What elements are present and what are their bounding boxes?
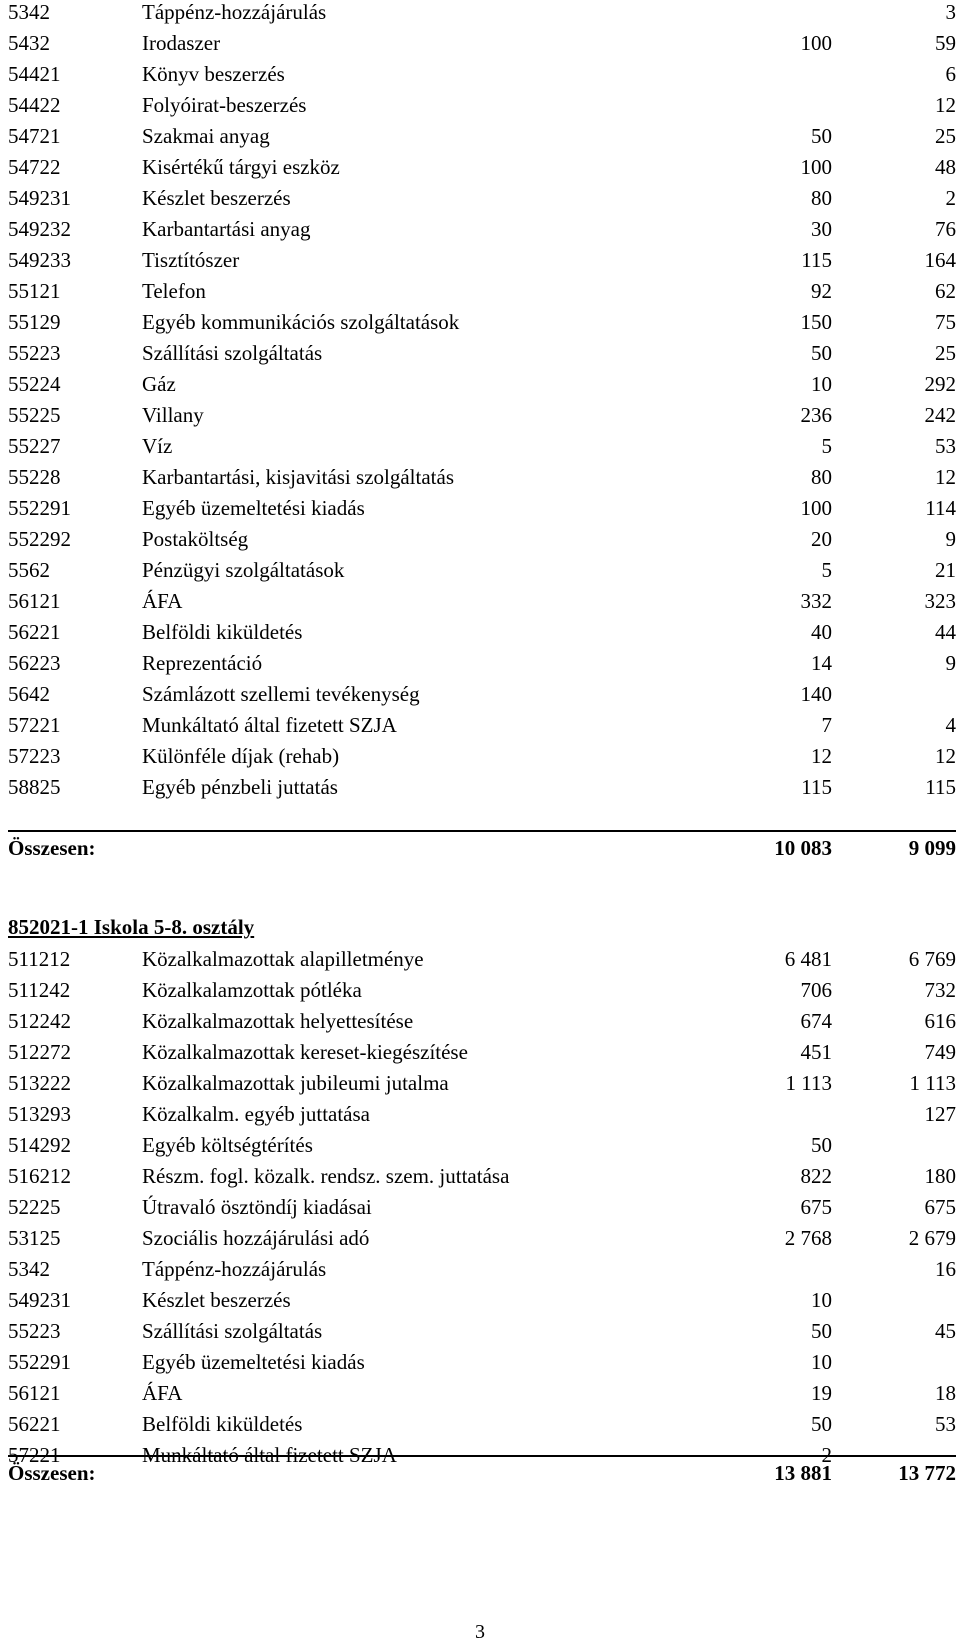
account-name: Táppénz-hozzájárulás xyxy=(142,1257,327,1281)
table-row xyxy=(8,1129,956,1161)
value-col-1: 30 xyxy=(811,217,832,241)
account-name: Egyéb üzemeltetési kiadás xyxy=(142,496,365,520)
account-code: 55227 xyxy=(8,434,61,458)
value-col-1: 5 xyxy=(821,558,832,582)
table-row xyxy=(8,244,956,276)
value-col-2: 323 xyxy=(924,589,956,613)
table-row xyxy=(8,399,956,431)
value-col-1: 50 xyxy=(811,341,832,365)
value-col-2: 1 113 xyxy=(909,1071,956,1095)
account-name: Útravaló ösztöndíj kiadásai xyxy=(142,1195,372,1219)
account-code: 513222 xyxy=(8,1071,71,1095)
value-col-1: 50 xyxy=(811,1412,832,1436)
account-name: Közalkalmazottak jubileumi jutalma xyxy=(142,1071,449,1095)
table-row xyxy=(8,1408,956,1440)
account-name: Irodaszer xyxy=(142,31,221,55)
account-code: 5342 xyxy=(8,0,50,24)
table-row xyxy=(8,740,956,772)
account-code: 5342 xyxy=(8,1257,50,1281)
account-code: 54422 xyxy=(8,93,61,117)
value-col-1: 236 xyxy=(800,403,832,427)
value-col-2: 4 xyxy=(945,713,956,737)
account-code: 552291 xyxy=(8,496,71,520)
value-col-1: 675 xyxy=(800,1195,832,1219)
value-col-1: 12 xyxy=(811,744,832,768)
account-name: Szociális hozzájárulási adó xyxy=(142,1226,370,1250)
table-row xyxy=(8,430,956,462)
value-col-1: 7 xyxy=(821,713,832,737)
table-row xyxy=(8,306,956,338)
account-code: 5432 xyxy=(8,31,50,55)
value-col-2: 25 xyxy=(935,341,956,365)
account-code: 549233 xyxy=(8,248,71,272)
account-code: 58825 xyxy=(8,775,61,799)
account-name: ÁFA xyxy=(142,1381,183,1405)
table-row xyxy=(8,554,956,586)
table-row xyxy=(8,58,956,90)
value-col-1: 92 xyxy=(811,279,832,303)
account-name: Szakmai anyag xyxy=(142,124,270,148)
account-code: 54722 xyxy=(8,155,61,179)
account-name: Közalkalmazottak kereset-kiegészítése xyxy=(142,1040,468,1064)
value-col-1: 706 xyxy=(800,978,832,1002)
total-row-2 xyxy=(8,1457,956,1489)
value-col-2: 127 xyxy=(924,1102,956,1126)
value-col-2: 62 xyxy=(935,279,956,303)
table-row xyxy=(8,709,956,741)
account-code: 57223 xyxy=(8,744,61,768)
account-name: Folyóirat-beszerzés xyxy=(142,93,307,117)
account-name: Belföldi kiküldetés xyxy=(142,1412,303,1436)
table-row xyxy=(8,492,956,524)
table-row xyxy=(8,1098,956,1130)
value-col-2: 114 xyxy=(925,496,956,520)
value-col-2: 45 xyxy=(935,1319,956,1343)
account-name: Közalkalamzottak pótléka xyxy=(142,978,362,1002)
account-code: 56223 xyxy=(8,651,61,675)
value-col-2: 53 xyxy=(935,434,956,458)
account-code: 549232 xyxy=(8,217,71,241)
table-row xyxy=(8,523,956,555)
value-col-2: 9 xyxy=(945,527,956,551)
account-name: Szállítási szolgáltatás xyxy=(142,1319,323,1343)
account-name: Közalkalm. egyéb juttatása xyxy=(142,1102,370,1126)
value-col-2: 6 769 xyxy=(908,947,956,971)
account-name: Készlet beszerzés xyxy=(142,1288,291,1312)
table-row xyxy=(8,1284,956,1316)
account-name: Munkáltató által fizetett SZJA xyxy=(142,1443,397,1467)
value-col-1: 2 768 xyxy=(784,1226,832,1250)
account-code: 56221 xyxy=(8,1412,61,1436)
table-row xyxy=(8,182,956,214)
account-code: 54721 xyxy=(8,124,61,148)
account-code: 513293 xyxy=(8,1102,71,1126)
value-col-2: 732 xyxy=(924,978,956,1002)
account-name: Kisértékű tárgyi eszköz xyxy=(142,155,340,179)
account-code: 552291 xyxy=(8,1350,71,1374)
value-col-2: 6 xyxy=(945,62,956,86)
account-name: Postaköltség xyxy=(142,527,249,551)
account-code: 53125 xyxy=(8,1226,61,1250)
total-value-2: 13 772 xyxy=(898,1461,956,1485)
account-code: 56121 xyxy=(8,1381,61,1405)
value-col-1: 6 481 xyxy=(784,947,832,971)
table-row xyxy=(8,943,956,975)
table-row xyxy=(8,1253,956,1285)
account-name: Egyéb üzemeltetési kiadás xyxy=(142,1350,365,1374)
table-row xyxy=(8,27,956,59)
account-name: Munkáltató által fizetett SZJA xyxy=(142,713,397,737)
value-col-1: 80 xyxy=(811,186,832,210)
value-col-2: 75 xyxy=(935,310,956,334)
table-row xyxy=(8,616,956,648)
table-row xyxy=(8,337,956,369)
account-code: 511212 xyxy=(8,947,71,971)
account-code: 56121 xyxy=(8,589,61,613)
value-col-2: 675 xyxy=(924,1195,956,1219)
value-col-1: 100 xyxy=(800,155,832,179)
account-name: Karbantartási, kisjavitási szolgáltatás xyxy=(142,465,454,489)
account-name: Könyv beszerzés xyxy=(142,62,285,86)
value-col-1: 100 xyxy=(800,496,832,520)
total-value-2: 9 099 xyxy=(908,836,956,860)
value-col-2: 59 xyxy=(935,31,956,55)
value-col-2: 16 xyxy=(935,1257,956,1281)
table-row xyxy=(8,89,956,121)
table-row xyxy=(8,1222,956,1254)
value-col-2: 48 xyxy=(935,155,956,179)
value-col-2: 180 xyxy=(924,1164,956,1188)
account-code: 57221 xyxy=(8,713,61,737)
table-row xyxy=(8,678,956,710)
account-name: Telefon xyxy=(142,279,206,303)
account-code: 55223 xyxy=(8,341,61,365)
account-code: 55228 xyxy=(8,465,61,489)
table-row xyxy=(8,1377,956,1409)
total-label: Összesen: xyxy=(8,836,96,860)
account-code: 552292 xyxy=(8,527,71,551)
value-col-1: 20 xyxy=(811,527,832,551)
value-col-2: 3 xyxy=(945,0,956,24)
account-name: Táppénz-hozzájárulás xyxy=(142,0,327,24)
account-code: 52225 xyxy=(8,1195,61,1219)
value-col-1: 2 xyxy=(821,1443,832,1467)
table-row xyxy=(8,120,956,152)
value-col-2: 12 xyxy=(935,465,956,489)
value-col-1: 140 xyxy=(800,682,832,706)
account-code: 57221 xyxy=(8,1443,61,1467)
table-row xyxy=(8,1315,956,1347)
value-col-2: 44 xyxy=(935,620,956,644)
account-name: Egyéb pénzbeli juttatás xyxy=(142,775,338,799)
value-col-2: 12 xyxy=(935,744,956,768)
account-name: Készlet beszerzés xyxy=(142,186,291,210)
table-row xyxy=(8,647,956,679)
value-col-1: 10 xyxy=(811,372,832,396)
value-col-1: 80 xyxy=(811,465,832,489)
account-name: Tisztítószer xyxy=(142,248,240,272)
value-col-2: 164 xyxy=(924,248,956,272)
value-col-1: 150 xyxy=(800,310,832,334)
value-col-2: 292 xyxy=(924,372,956,396)
table-row xyxy=(8,1191,956,1223)
value-col-2: 9 xyxy=(945,651,956,675)
value-col-2: 12 xyxy=(935,93,956,117)
account-name: Víz xyxy=(142,434,173,458)
table-row xyxy=(8,974,956,1006)
account-code: 55129 xyxy=(8,310,61,334)
value-col-2: 76 xyxy=(935,217,956,241)
value-col-2: 2 xyxy=(945,186,956,210)
account-code: 516212 xyxy=(8,1164,71,1188)
account-code: 512272 xyxy=(8,1040,71,1064)
account-code: 55225 xyxy=(8,403,61,427)
account-code: 514292 xyxy=(8,1133,71,1157)
value-col-2: 2 679 xyxy=(908,1226,956,1250)
account-code: 55223 xyxy=(8,1319,61,1343)
account-name: Egyéb kommunikációs szolgáltatások xyxy=(142,310,460,334)
value-col-1: 50 xyxy=(811,1133,832,1157)
account-name: Gáz xyxy=(142,372,176,396)
account-name: ÁFA xyxy=(142,589,183,613)
account-name: Villany xyxy=(142,403,204,427)
value-col-1: 40 xyxy=(811,620,832,644)
section-title: 852021-1 Iskola 5-8. osztály xyxy=(8,915,255,939)
table-row xyxy=(8,1160,956,1192)
account-code: 512242 xyxy=(8,1009,71,1033)
table-row xyxy=(8,275,956,307)
value-col-1: 674 xyxy=(800,1009,832,1033)
value-col-1: 1 113 xyxy=(785,1071,832,1095)
account-code: 5562 xyxy=(8,558,50,582)
table-row xyxy=(8,771,956,803)
account-name: Szállítási szolgáltatás xyxy=(142,341,323,365)
account-code: 55121 xyxy=(8,279,61,303)
table-row xyxy=(8,1067,956,1099)
account-name: Számlázott szellemi tevékenység xyxy=(142,682,420,706)
value-col-2: 749 xyxy=(924,1040,956,1064)
account-code: 549231 xyxy=(8,1288,71,1312)
account-code: 54421 xyxy=(8,62,61,86)
account-code: 5642 xyxy=(8,682,50,706)
value-col-1: 50 xyxy=(811,1319,832,1343)
table-row xyxy=(8,0,956,28)
value-col-1: 822 xyxy=(800,1164,832,1188)
value-col-2: 18 xyxy=(935,1381,956,1405)
value-col-1: 19 xyxy=(811,1381,832,1405)
account-code: 511242 xyxy=(8,978,71,1002)
value-col-1: 100 xyxy=(800,31,832,55)
table-row xyxy=(8,1036,956,1068)
value-col-1: 451 xyxy=(800,1040,832,1064)
value-col-2: 616 xyxy=(924,1009,956,1033)
account-code: 549231 xyxy=(8,186,71,210)
value-col-1: 115 xyxy=(801,248,832,272)
table-row xyxy=(8,368,956,400)
table-row xyxy=(8,151,956,183)
account-code: 55224 xyxy=(8,372,61,396)
account-name: Különféle díjak (rehab) xyxy=(142,744,340,768)
total-row-1 xyxy=(8,832,956,864)
total-label: Összesen: xyxy=(8,1461,96,1485)
account-name: Közalkalmazottak helyettesítése xyxy=(142,1009,414,1033)
value-col-1: 50 xyxy=(811,124,832,148)
value-col-1: 14 xyxy=(811,651,832,675)
table-row xyxy=(8,1346,956,1378)
value-col-1: 10 xyxy=(811,1288,832,1312)
account-name: Pénzügyi szolgáltatások xyxy=(142,558,345,582)
table-row xyxy=(8,461,956,493)
total-value-1: 13 881 xyxy=(774,1461,832,1485)
value-col-1: 332 xyxy=(800,589,832,613)
account-name: Közalkalmazottak alapilletménye xyxy=(142,947,424,971)
account-code: 56221 xyxy=(8,620,61,644)
value-col-2: 242 xyxy=(924,403,956,427)
value-col-2: 53 xyxy=(935,1412,956,1436)
account-name: Karbantartási anyag xyxy=(142,217,311,241)
page-number: 3 xyxy=(475,1621,485,1643)
table-row xyxy=(8,213,956,245)
table-row xyxy=(8,1005,956,1037)
account-name: Reprezentáció xyxy=(142,651,263,675)
account-name: Egyéb költségtérítés xyxy=(142,1133,313,1157)
value-col-2: 21 xyxy=(935,558,956,582)
value-col-1: 10 xyxy=(811,1350,832,1374)
table-row xyxy=(8,585,956,617)
value-col-2: 115 xyxy=(925,775,956,799)
account-name: Belföldi kiküldetés xyxy=(142,620,303,644)
total-value-1: 10 083 xyxy=(774,836,832,860)
value-col-2: 25 xyxy=(935,124,956,148)
value-col-1: 115 xyxy=(801,775,832,799)
value-col-1: 5 xyxy=(821,434,832,458)
account-name: Részm. fogl. közalk. rendsz. szem. juttatása xyxy=(142,1164,510,1188)
